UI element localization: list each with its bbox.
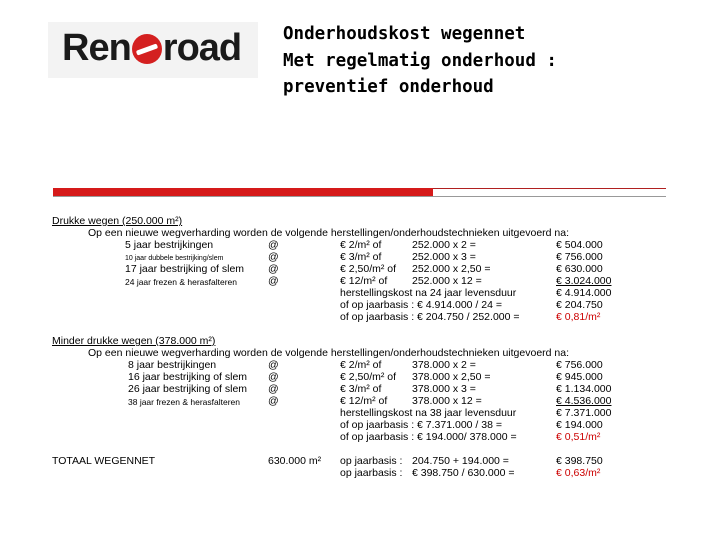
sec1-row2-value: € 756.000 <box>556 251 603 263</box>
sec1-sum1-value: € 4.914.000 <box>556 287 612 299</box>
sec2-row4-calc: 378.000 x 12 = <box>412 395 482 407</box>
sec1-sum1-label: herstellingskost na 24 jaar levensduur <box>340 287 517 299</box>
sec2-row4-at: @ <box>268 395 279 407</box>
sec1-row3-label: 17 jaar bestrijking of slem <box>125 263 245 275</box>
sec2-row1-price: € 2/m² of <box>340 359 382 371</box>
sec1-row2-label: 10 jaar dubbele bestrijking/slem <box>125 255 224 262</box>
red-divider-bar <box>53 188 433 196</box>
sec1-row4-calc: 252.000 x 12 = <box>412 275 482 287</box>
sec1-row1-calc: 252.000 x 2 = <box>412 239 476 251</box>
sec2-row3-calc: 378.000 x 3 = <box>412 383 476 395</box>
sec2-row1-label: 8 jaar bestrijkingen <box>128 359 217 371</box>
sec2-row2-calc: 378.000 x 2,50 = <box>412 371 491 383</box>
sec1-row2-price: € 3/m² of <box>340 251 382 263</box>
sec1-row3-value: € 630.000 <box>556 263 603 275</box>
sec2-row1-value: € 756.000 <box>556 359 603 371</box>
sec2-row3-label: 26 jaar bestrijking of slem <box>128 383 248 395</box>
sec2-row3-value: € 1.134.000 <box>556 383 612 395</box>
sec1-row1-value: € 504.000 <box>556 239 603 251</box>
sec1-row1-price: € 2/m² of <box>340 239 382 251</box>
slide-title <box>283 21 557 101</box>
total-label: TOTAAL WEGENNET <box>52 455 156 467</box>
title-line-2: Met regelmatig onderhoud : <box>283 50 557 71</box>
sec2-sum1-value: € 7.371.000 <box>556 407 612 419</box>
section2-header: Minder drukke wegen (378.000 m²) <box>52 335 216 347</box>
sec2-row4-price: € 12/m² of <box>340 395 388 407</box>
sec1-sum3-label: of op jaarbasis : € 204.750 / 252.000 = <box>340 311 520 323</box>
sec1-row3-price: € 2,50/m² of <box>340 263 397 275</box>
sec1-row1-label: 5 jaar bestrijkingen <box>125 239 214 251</box>
total-line2-label: op jaarbasis : <box>340 467 403 479</box>
sec2-row4-label: 38 jaar frezen & herasfalteren <box>128 397 240 407</box>
total-line1-value: € 398.750 <box>556 455 603 467</box>
sec1-row4-label: 24 jaar frezen & herasfalteren <box>125 277 237 287</box>
sec2-row2-price: € 2,50/m² of <box>340 371 397 383</box>
sec2-sum1-label: herstellingskost na 38 jaar levensduur <box>340 407 517 419</box>
divider-thin-line <box>53 196 666 197</box>
road-o-icon <box>132 34 162 64</box>
section1-header: Drukke wegen (250.000 m²) <box>52 215 183 227</box>
sec1-row4-price: € 12/m² of <box>340 275 388 287</box>
title-line-1: Onderhoudskost wegennet <box>283 24 526 44</box>
sec1-row4-value: € 3.024.000 <box>556 275 612 287</box>
title-line-3: preventief onderhoud <box>283 77 494 97</box>
sec2-sum2-value: € 194.000 <box>556 419 603 431</box>
renoroad-logo: Ren road <box>62 27 242 69</box>
sec2-row4-value: € 4.536.000 <box>556 395 612 407</box>
sec2-row2-at: @ <box>268 371 279 383</box>
sec1-row3-at: @ <box>268 263 279 275</box>
sec1-row2-at: @ <box>268 251 279 263</box>
sec1-row1-at: @ <box>268 239 279 251</box>
sec1-sum2-value: € 204.750 <box>556 299 603 311</box>
sec1-sum3-value: € 0,81/m² <box>556 311 601 323</box>
sec1-sum2-label: of op jaarbasis : € 4.914.000 / 24 = <box>340 299 502 311</box>
sec1-row3-calc: 252.000 x 2,50 = <box>412 263 491 275</box>
sec2-sum3-label: of op jaarbasis : € 194.000/ 378.000 = <box>340 431 517 443</box>
sec2-sum2-label: of op jaarbasis : € 7.371.000 / 38 = <box>340 419 502 431</box>
sec1-row2-calc: 252.000 x 3 = <box>412 251 476 263</box>
total-area: 630.000 m² <box>268 455 322 467</box>
sec2-sum3-value: € 0,51/m² <box>556 431 601 443</box>
total-line2-calc: € 398.750 / 630.000 = <box>412 467 515 479</box>
sec2-row3-at: @ <box>268 383 279 395</box>
sec1-row4-at: @ <box>268 275 279 287</box>
total-line1-label: op jaarbasis : <box>340 455 403 467</box>
sec2-row1-calc: 378.000 x 2 = <box>412 359 476 371</box>
sec2-row2-label: 16 jaar bestrijking of slem <box>128 371 248 383</box>
total-line2-value: € 0,63/m² <box>556 467 601 479</box>
divider-line <box>433 188 666 189</box>
sec2-row3-price: € 3/m² of <box>340 383 382 395</box>
section2-intro: Op een nieuwe wegverharding worden de volgende herstellingen/onderhoudstechnieken uitgevoerd na: <box>88 347 570 359</box>
sec2-row2-value: € 945.000 <box>556 371 603 383</box>
sec2-row1-at: @ <box>268 359 279 371</box>
total-line1-calc: 204.750 + 194.000 = <box>412 455 509 467</box>
section1-intro: Op een nieuwe wegverharding worden de volgende herstellingen/onderhoudstechnieken uitgevoerd na: <box>88 227 570 239</box>
